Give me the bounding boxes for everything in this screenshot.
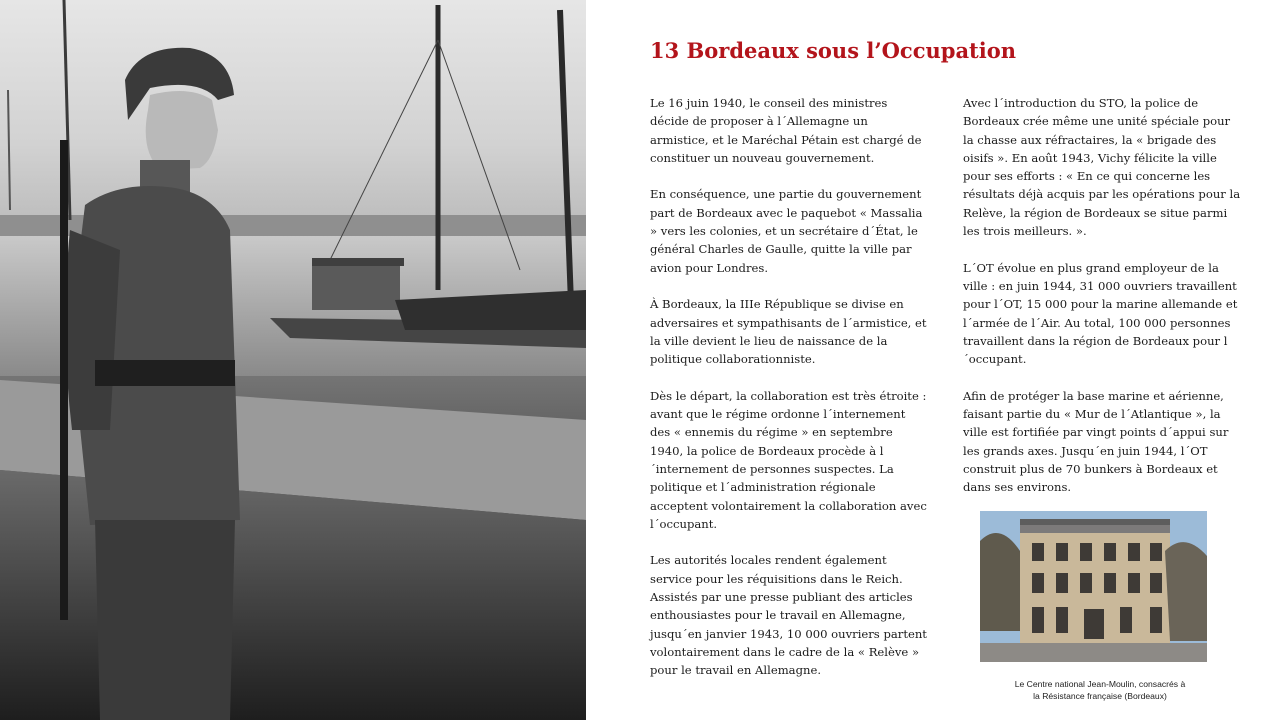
- soldier-photo: [0, 0, 586, 720]
- paragraph: Dès le départ, la collaboration est très étroite : avant que le régime ordonne l´internement des « ennemis du régime » en septembre 1940, la police de Bordeaux procède à l´internement de personnes suspectes. La politique et l´administration régionale acceptent volontairement la collaboration avec l´occupant.: [650, 388, 927, 531]
- paragraph: Le 16 juin 1940, le conseil des ministres décide de proposer à l´Allemagne un armistice, et le Maréchal Pétain est chargé de constituer un nouveau gouvernement.: [650, 96, 922, 165]
- caption-line: Le Centre national Jean-Moulin, consacrés à: [1014, 679, 1186, 689]
- paragraph: L´OT évolue en plus grand employeur de la ville : en juin 1944, 31 000 ouvriers travaillent pour l´OT, 15 000 pour la marine allemande et l´armée de l´Air. Au total, 100 000 personnes travaillent dans la région de Bordeaux pour l´occupant.: [963, 260, 1238, 367]
- paragraph: Les autorités locales rendent également service pour les réquisitions dans le Reich. Assistés par une presse publiant des articles enthousiastes pour le travail en Allemagne, jusqu´en janvier 1943, 10 000 ouvriers partent volontairement dans le cadre de la « Relève » pour le travail en Allemagne.: [650, 553, 927, 678]
- building-photo-illustration: [980, 511, 1207, 662]
- text-column-right: [963, 94, 1241, 515]
- paragraph: Avec l´introduction du STO, la police de Bordeaux crée même une unité spéciale pour la chasse aux réfractaires, la « brigade des oisifs ». En août 1943, Vichy félicite la ville pour ses efforts : « En ce qui concerne les résultats déjà acquis par les opérations pour la Relève, la région de Bordeaux se situe parmi les trois meilleurs. ».: [963, 96, 1241, 239]
- paragraph: Afin de protéger la base marine et aérienne, faisant partie du « Mur de l´Atlantique », la ville est fortifiée par vingt points d´appui sur les grands axes. Jusqu´en juin 1944, l´OT construit plus de 70 bunkers à Bordeaux et dans ses environs.: [963, 388, 1229, 495]
- paragraph: À Bordeaux, la IIIe République se divise en adversaires et sympathisants de l´armistice, et la ville devient le lieu de naissance de la politique collaborationniste.: [650, 297, 927, 367]
- image-caption: [980, 678, 1220, 702]
- paragraph: En conséquence, une partie du gouvernement part de Bordeaux avec le paquebot « Massalia » vers les colonies, et un secrétaire d´État, le général Charles de Gaulle, quitte la ville par avion pour Londres.: [650, 187, 923, 275]
- building-photo: [980, 511, 1207, 662]
- caption-line: la Résistance française (Bordeaux): [1033, 691, 1167, 701]
- page-title: 13 Bordeaux sous l’Occupation: [650, 38, 1017, 63]
- soldier-photo-illustration: [0, 0, 586, 720]
- text-column-left: [650, 94, 928, 698]
